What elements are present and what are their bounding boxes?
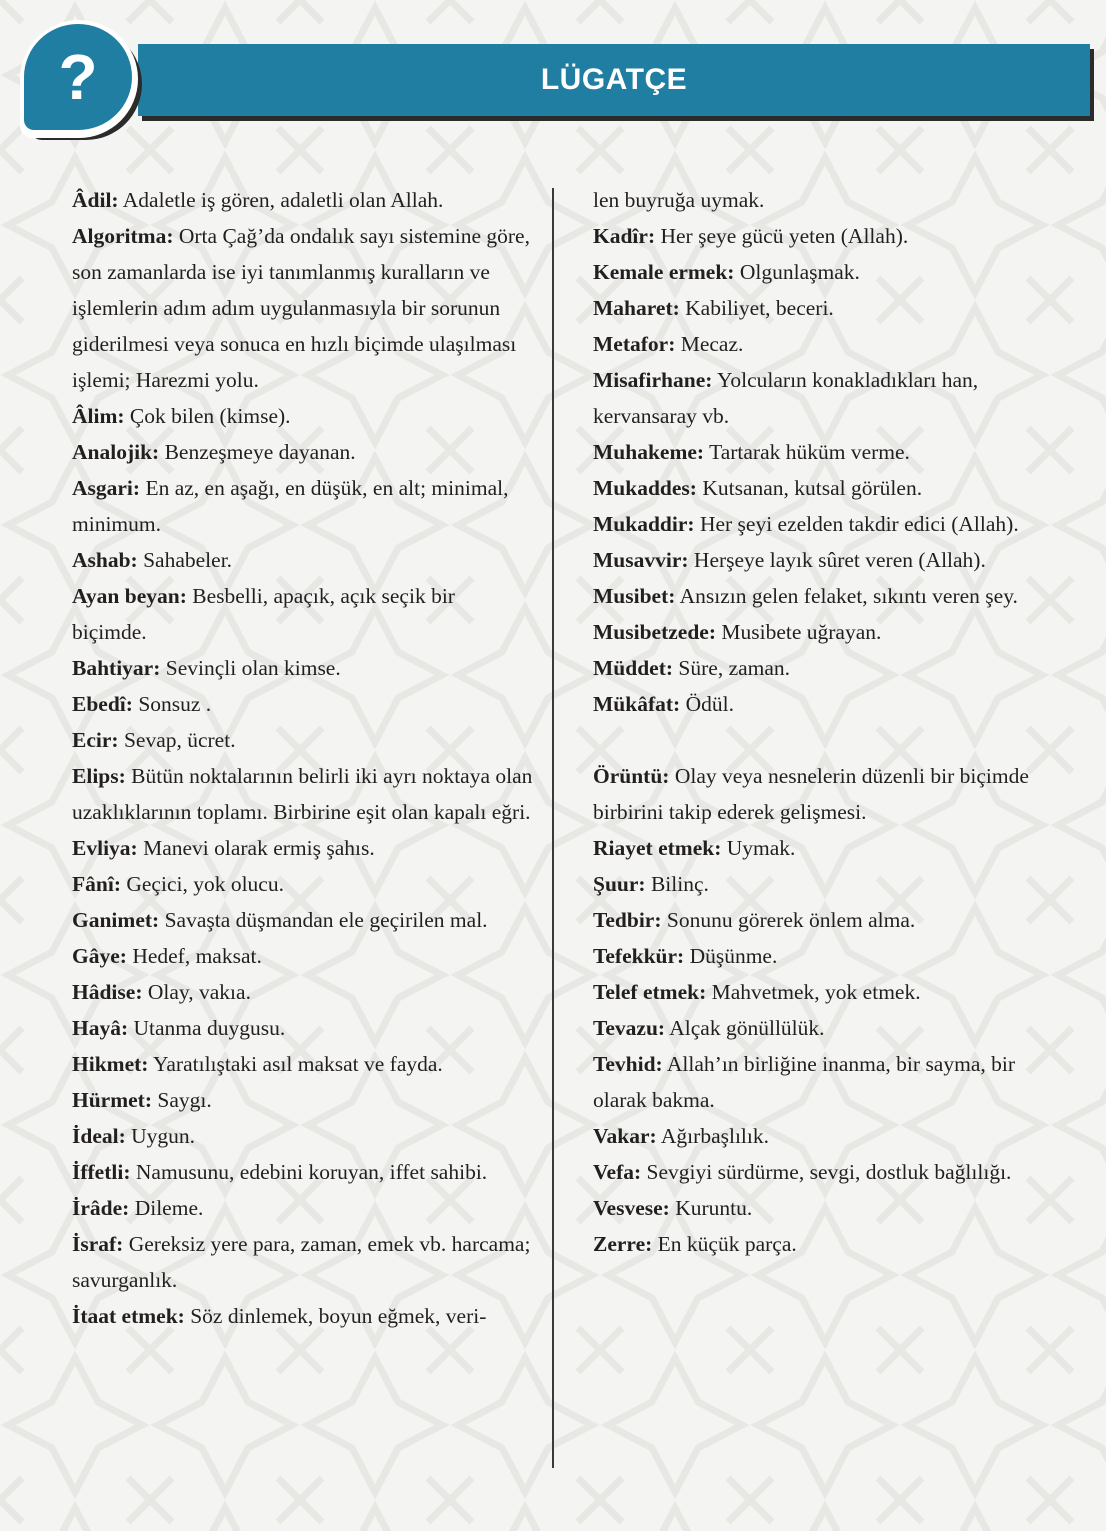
entry-definition: Manevi olarak ermiş şahıs. [137, 836, 375, 860]
glossary-entry [593, 218, 1055, 254]
entry-term: Tefekkür: [593, 944, 685, 968]
glossary-entry [593, 830, 1055, 866]
entry-term: Ashab: [72, 548, 138, 572]
entry-definition: Sonsuz . [132, 692, 212, 716]
entry-definition: Tartarak hüküm verme. [704, 440, 910, 464]
entry-term: Müddet: [593, 656, 674, 680]
glossary-entry [593, 650, 1055, 686]
entry-term: Ayan beyan: [72, 584, 187, 608]
entry-definition: Geçici, yok olucu. [120, 872, 284, 896]
entry-term: Örüntü: [593, 764, 670, 788]
entry-term: Bahtiyar: [72, 656, 161, 680]
glossary-entry [593, 290, 1055, 326]
entry-definition: Kutsanan, kutsal görülen. [696, 476, 923, 500]
entry-definition: Sevgiyi sürdürme, sevgi, dostluk bağlılığı. [641, 1160, 1012, 1184]
entry-term: Vakar: [593, 1124, 657, 1148]
entry-definition: Olay veya nesnelerin düzenli bir biçimde birbirini takip ederek gelişmesi. [593, 764, 1029, 824]
entry-term: Hâdise: [72, 980, 143, 1004]
entry-term: Tevhid: [593, 1052, 663, 1076]
glossary-entry [593, 182, 1055, 218]
entry-term: Musavvir: [593, 548, 689, 572]
entry-term: Mükâfat: [593, 692, 681, 716]
glossary-entry [593, 470, 1055, 506]
entry-definition: Hedef, maksat. [126, 944, 262, 968]
glossary-entry [593, 974, 1055, 1010]
glossary-entry [593, 578, 1055, 614]
entry-term: Hikmet: [72, 1052, 149, 1076]
entry-term: Tevazu: [593, 1016, 666, 1040]
glossary-entry [593, 434, 1055, 470]
glossary-entry [593, 254, 1055, 290]
entry-definition: Herşeye layık sûret veren (Allah). [688, 548, 986, 572]
entry-term: Vesvese: [593, 1196, 670, 1220]
entry-term: İffetli: [72, 1160, 131, 1184]
glossary-entry [72, 542, 534, 578]
entry-definition: Olay, vakıa. [142, 980, 251, 1004]
glossary-entry [72, 650, 534, 686]
glossary-entry [72, 218, 534, 398]
entry-definition: Benzeşmeye dayanan. [159, 440, 356, 464]
entry-definition: Uymak. [721, 836, 796, 860]
glossary-entry [72, 974, 534, 1010]
entry-term: Musibetzede: [593, 620, 716, 644]
entry-term: Metafor: [593, 332, 676, 356]
entry-term: Âdil: [72, 188, 119, 212]
entry-term: İsraf: [72, 1232, 124, 1256]
glossary-entry [72, 902, 534, 938]
glossary-entry [72, 1298, 534, 1334]
entry-definition: Dileme. [129, 1196, 204, 1220]
entry-term: Ecir: [72, 728, 119, 752]
entry-definition: Mahvetmek, yok etmek. [706, 980, 921, 1004]
entry-definition: Sevap, ücret. [118, 728, 236, 752]
entry-definition: Gereksiz yere para, zaman, emek vb. harcama; savurganlık. [72, 1232, 531, 1292]
entry-term: Gâye: [72, 944, 127, 968]
entry-term: Ganimet: [72, 908, 160, 932]
entry-definition: Her şeyi ezelden takdir edici (Allah). [694, 512, 1019, 536]
glossary-entry [593, 1226, 1055, 1262]
glossary-entry [72, 1082, 534, 1118]
entry-term: Muhakeme: [593, 440, 705, 464]
glossary-entry [593, 1190, 1055, 1226]
entry-definition: Süre, zaman. [673, 656, 791, 680]
entry-term: Âlim: [72, 404, 125, 428]
entry-definition: Ağırbaşlılık. [656, 1124, 769, 1148]
entry-spacer [593, 722, 1055, 758]
entry-term: Fânî: [72, 872, 121, 896]
entry-term: Kemale ermek: [593, 260, 735, 284]
glossary-entry [72, 1046, 534, 1082]
entry-term: Mukaddir: [593, 512, 695, 536]
entry-definition: Utanma duygusu. [128, 1016, 286, 1040]
glossary-entry [72, 758, 534, 830]
glossary-entry [72, 578, 534, 650]
glossary-entry [593, 902, 1055, 938]
entry-term: Algoritma: [72, 224, 174, 248]
page-header [0, 0, 1106, 140]
entry-definition: En küçük parça. [652, 1232, 797, 1256]
glossary-entry [593, 938, 1055, 974]
entry-term: Maharet: [593, 296, 680, 320]
entry-term: Hürmet: [72, 1088, 152, 1112]
entry-term: Vefa: [593, 1160, 642, 1184]
entry-term: İrâde: [72, 1196, 130, 1220]
entry-definition: Sonunu görerek önlem alma. [661, 908, 916, 932]
entry-definition: Alçak gönüllülük. [665, 1016, 825, 1040]
entry-term: Mukaddes: [593, 476, 697, 500]
entry-term: Elips: [72, 764, 126, 788]
entry-definition: Saygı. [152, 1088, 212, 1112]
glossary-entry [72, 182, 534, 218]
glossary-entry [72, 434, 534, 470]
glossary-entry [72, 830, 534, 866]
entry-definition: Yaratılıştaki asıl maksat ve fayda. [148, 1052, 443, 1076]
glossary-entry [72, 722, 534, 758]
glossary-entry [72, 1118, 534, 1154]
entry-definition: Namusunu, edebini koruyan, iffet sahibi. [130, 1160, 488, 1184]
entry-definition: Ansızın gelen felaket, sıkıntı veren şey. [675, 584, 1018, 608]
entry-definition: Uygun. [125, 1124, 196, 1148]
glossary-entry [593, 542, 1055, 578]
entry-term: Telef etmek: [593, 980, 707, 1004]
entry-definition: Sevinçli olan kimse. [160, 656, 341, 680]
entry-term: Asgari: [72, 476, 141, 500]
entry-term: Şuur: [593, 872, 646, 896]
entry-definition: Orta Çağ’da ondalık sayı sistemine göre, son zamanlarda ise iyi tanımlanmış kuralların ve işlemlerin adım adım uygulanmasıyla bir sorunun giderilmesi veya sonuca en hızlı biçimde ulaşılması işlemi; Harezmi yolu. [72, 224, 530, 392]
entry-term: İtaat etmek: [72, 1304, 185, 1328]
entry-definition: Söz dinlemek, boyun eğmek, veri- [184, 1304, 487, 1328]
entry-term: Musibet: [593, 584, 676, 608]
glossary-entry [593, 1154, 1055, 1190]
glossary-entry [593, 506, 1055, 542]
glossary-entry [72, 470, 534, 542]
entry-term: Tedbir: [593, 908, 662, 932]
entry-definition: Mecaz. [675, 332, 744, 356]
entry-definition: Çok bilen (kimse). [124, 404, 291, 428]
glossary-entry [593, 866, 1055, 902]
entry-definition: Kuruntu. [669, 1196, 753, 1220]
entry-definition: Bütün noktalarının belirli iki ayrı noktaya olan uzaklıklarının toplamı. Birbirine eşit olan kapalı eğri. [72, 764, 533, 824]
glossary-entry [593, 362, 1055, 434]
glossary-entry [593, 1118, 1055, 1154]
column-divider [552, 188, 554, 1468]
entry-term: Riayet etmek: [593, 836, 722, 860]
entry-definition: Adaletle iş gören, adaletli olan Allah. [118, 188, 444, 212]
entry-definition: Besbelli, apaçık, açık seçik bir biçimde. [72, 584, 455, 644]
entry-definition: len buyruğa uymak. [593, 188, 765, 212]
glossary-entry [593, 1046, 1055, 1118]
entry-definition: En az, en aşağı, en düşük, en alt; minimal, minimum. [72, 476, 509, 536]
entry-term: Zerre: [593, 1232, 653, 1256]
entry-definition: Bilinç. [645, 872, 709, 896]
entry-definition: Sahabeler. [137, 548, 233, 572]
entry-definition: Musibete uğrayan. [716, 620, 882, 644]
glossary-entry [72, 1190, 534, 1226]
entry-term: Kadîr: [593, 224, 656, 248]
entry-definition: Savaşta düşmandan ele geçirilen mal. [159, 908, 488, 932]
glossary-entry [593, 614, 1055, 650]
entry-term: Hayâ: [72, 1016, 129, 1040]
glossary-entry [593, 686, 1055, 722]
entry-term: Evliya: [72, 836, 138, 860]
entry-term: İdeal: [72, 1124, 126, 1148]
entry-term: Misafirhane: [593, 368, 713, 392]
entry-definition: Düşünme. [684, 944, 778, 968]
glossary-left-column [72, 182, 534, 1334]
entry-term: Ebedî: [72, 692, 133, 716]
glossary-entry [72, 1226, 534, 1298]
entry-definition: Ödül. [680, 692, 734, 716]
entry-definition: Kabiliyet, beceri. [679, 296, 834, 320]
entry-definition: Olgunlaşmak. [734, 260, 860, 284]
glossary-entry [72, 1154, 534, 1190]
glossary-right-column [593, 182, 1055, 1262]
page-title: LÜGATÇE [540, 63, 688, 96]
glossary-entry [593, 326, 1055, 362]
glossary-entry [72, 866, 534, 902]
glossary-entry [593, 1010, 1055, 1046]
glossary-entry [72, 1010, 534, 1046]
entry-term: Analojik: [72, 440, 160, 464]
entry-definition: Her şeye gücü yeten (Allah). [655, 224, 909, 248]
glossary-entry [593, 758, 1055, 830]
question-mark-icon: ? [24, 24, 132, 130]
glossary-entry [72, 686, 534, 722]
glossary-entry [72, 398, 534, 434]
entry-definition: Yolcuların konakladıkları han, kervansaray vb. [593, 368, 979, 428]
glossary-entry [72, 938, 534, 974]
entry-definition: Allah’ın birliğine inanma, bir sayma, bir olarak bakma. [593, 1052, 1016, 1112]
